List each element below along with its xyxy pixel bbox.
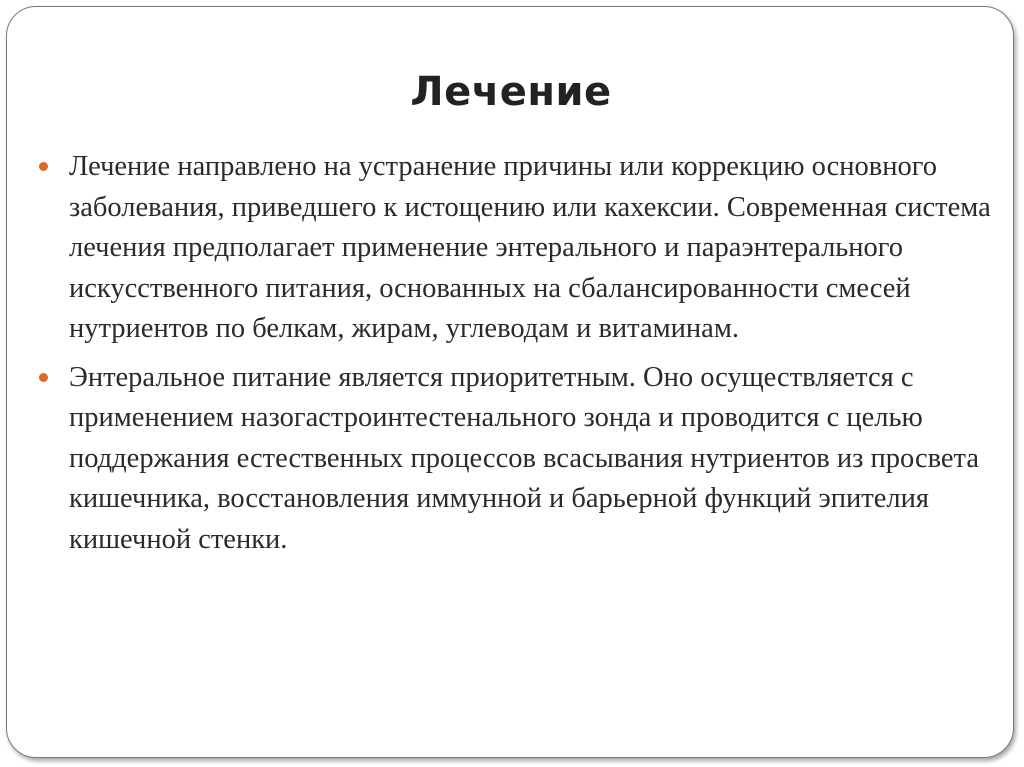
slide-title: Лечение xyxy=(410,69,612,115)
bullet-item-treatment xyxy=(69,147,999,350)
bullet-dot-icon xyxy=(39,373,48,382)
bullet-text: Лечение направлено на устранение причины или коррекцию основного заболевания, приведшего к истощению или кахексии. Современная система лечения предполагает применение энтерального и параэнтерального искусственного питания, основанных на сбалансированности смесей нутриентов по белкам, жирам, углеводам и витаминам. xyxy=(69,151,991,344)
bullet-text: Энтеральное питание является приоритетным. Оно осуществляется с применением назогастроинтестенального зонда и проводится с целью поддержания естественных процессов всасывания нутриентов из просвета кишечника, восстановления иммунной и барьерной функций эпителия кишечной стенки. xyxy=(69,361,980,555)
bullet-list xyxy=(69,147,999,568)
bullet-item-enteral xyxy=(69,358,999,561)
bullet-dot-icon xyxy=(39,162,48,171)
slide-frame xyxy=(6,6,1014,758)
